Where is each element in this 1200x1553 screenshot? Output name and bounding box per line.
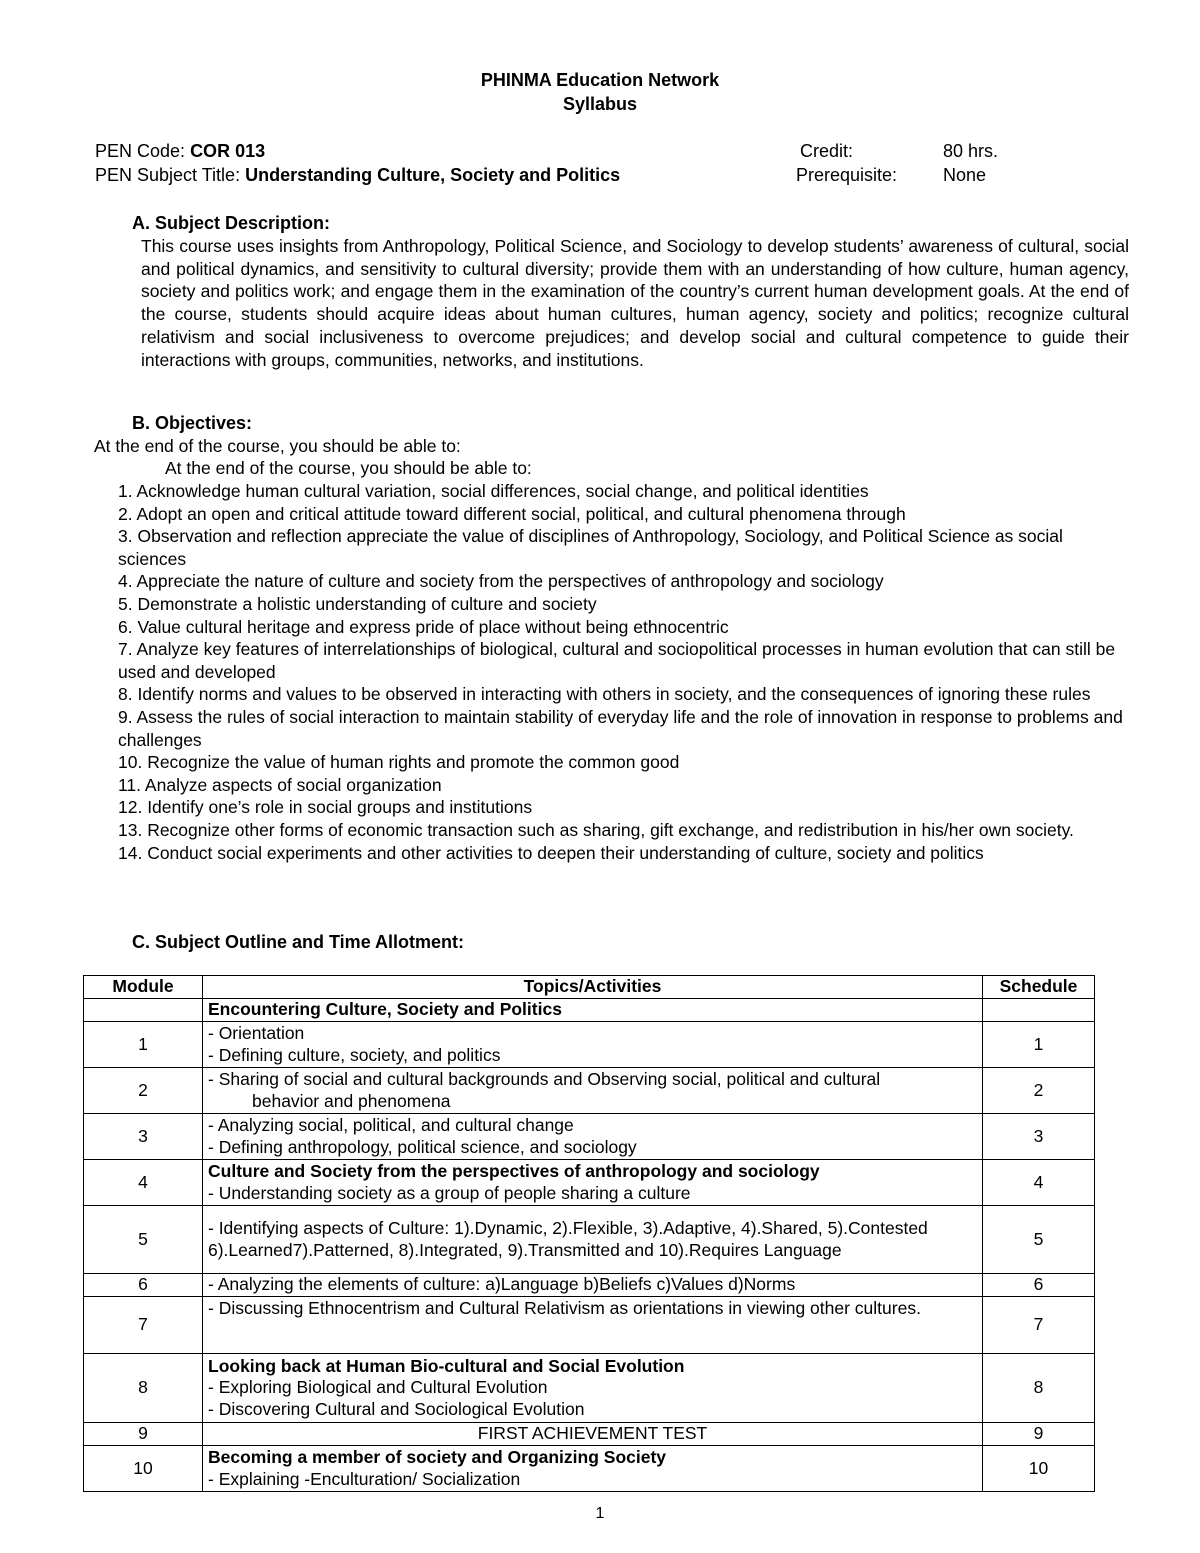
topic-line: - Explaining -Enculturation/ Socialization: [208, 1468, 521, 1489]
objective-item: 12. Identify one’s role in social groups and institutions: [118, 797, 533, 818]
objective-item: 14. Conduct social experiments and other activities to deepen their understanding of culture, society and politics: [118, 842, 984, 863]
outline-heading: C. Subject Outline and Time Allotment:: [132, 932, 465, 952]
table-row: [84, 1160, 1095, 1206]
credit-value: 80 hrs.: [943, 141, 999, 161]
objective-item: 1. Acknowledge human cultural variation, social differences, social change, and political identities: [118, 481, 869, 501]
unit-heading: Looking back at Human Bio-cultural and Social Evolution: [208, 1355, 685, 1376]
schedule-cell: 3: [983, 1114, 1095, 1160]
topic-line: - Defining culture, society, and politics: [208, 1044, 501, 1065]
subject-title-label: PEN Subject Title:: [95, 165, 241, 185]
schedule-cell: 7: [983, 1297, 1095, 1354]
module-cell: 9: [84, 1423, 203, 1446]
topics-cell: [203, 1446, 983, 1492]
table-row: [84, 1354, 1095, 1423]
col-header-topics: Topics/Activities: [203, 976, 983, 999]
module-cell: 7: [84, 1297, 203, 1354]
schedule-cell: 4: [983, 1160, 1095, 1206]
table-row: [84, 1022, 1095, 1068]
topics-cell: [203, 1068, 983, 1114]
module-cell: 10: [84, 1446, 203, 1492]
objective-item: 2. Adopt an open and critical attitude toward different social, political, and cultural phenomena through: [118, 503, 906, 524]
schedule-cell: 9: [983, 1423, 1095, 1446]
objective-item: 6. Value cultural heritage and express pride of place without being ethnocentric: [118, 616, 729, 637]
schedule-cell: 10: [983, 1446, 1095, 1492]
col-header-module: Module: [84, 976, 203, 999]
module-cell: 6: [84, 1274, 203, 1297]
table-row: [84, 1068, 1095, 1114]
table-header-row: [84, 976, 1095, 999]
topics-cell: - Identifying aspects of Culture: 1).Dynamic, 2).Flexible, 3).Adaptive, 4).Shared, 5).Contested 6).Learned7).Patterned, 8).Integrated, 9).Transmitted and 10).Requires Language: [203, 1206, 983, 1274]
topics-cell: - Analyzing the elements of culture: a)Language b)Beliefs c)Values d)Norms: [203, 1274, 983, 1297]
module-cell: 3: [84, 1114, 203, 1160]
topic-line: - Sharing of social and cultural backgrounds and Observing social, political and cultural: [208, 1069, 881, 1089]
objective-item: 10. Recognize the value of human rights and promote the common good: [118, 752, 680, 773]
topics-cell: [203, 1022, 983, 1068]
topics-cell: [203, 1160, 983, 1206]
schedule-cell: 1: [983, 1022, 1095, 1068]
subject-title-row: [95, 165, 620, 186]
objective-item: 3. Observation and reflection appreciate the value of disciplines of Anthropology, Sociology, and Political Science as social sciences: [118, 526, 1063, 569]
unit-heading: Encountering Culture, Society and Politics: [203, 999, 983, 1022]
subject-description-text: This course uses insights from Anthropology, Political Science, and Sociology to develop students’ awareness of cultural, social and political dynamics, and sensitivity to cultural diversity; provide them with an understanding of how culture, human agency, society and politics work; and engage them in the examination of the country’s current human development goals. At the end of the course, students should acquire ideas about human cultures, human agency, society and politics; recognize cultural relativism and social inclusiveness to overcome prejudices; and develop social and cultural competence to guide their interactions with groups, communities, networks, and institutions.: [141, 236, 1129, 370]
module-cell: 2: [84, 1068, 203, 1114]
topics-cell: FIRST ACHIEVEMENT TEST: [203, 1423, 983, 1446]
pen-code-value: COR 013: [190, 141, 266, 161]
pen-code-label: PEN Code:: [95, 141, 186, 161]
module-cell: 5: [84, 1206, 203, 1274]
objectives-intro-2: At the end of the course, you should be able to:: [165, 458, 532, 478]
objective-item: 7. Analyze key features of interrelationships of biological, cultural and sociopolitical processes in human evolution that can still be used and developed: [118, 639, 1116, 682]
table-row: [84, 1206, 1095, 1274]
outline-table: [83, 975, 1095, 1492]
topics-cell: [203, 1354, 983, 1423]
credit-label: Credit:: [800, 141, 854, 161]
prereq-value: None: [943, 165, 987, 185]
objective-item: 8. Identify norms and values to be observed in interacting with others in society, and the consequences of ignoring these rules: [118, 684, 1091, 705]
topic-line: behavior and phenomena: [252, 1090, 451, 1111]
table-row: [84, 1446, 1095, 1492]
table-row: [84, 1297, 1095, 1354]
col-header-schedule: Schedule: [983, 976, 1095, 999]
objective-item: 11. Analyze aspects of social organization: [118, 774, 442, 795]
schedule-cell: 6: [983, 1274, 1095, 1297]
table-row: [84, 1274, 1095, 1297]
objective-item: 13. Recognize other forms of economic transaction such as sharing, gift exchange, and redistribution in his/her own society.: [118, 819, 1074, 840]
doc-type-title: Syllabus: [562, 94, 638, 114]
topic-line: - Analyzing social, political, and cultural change: [208, 1115, 574, 1135]
org-title: PHINMA Education Network: [480, 70, 720, 90]
unit-heading: Becoming a member of society and Organizing Society: [208, 1447, 667, 1467]
subject-description-heading: A. Subject Description:: [132, 213, 331, 233]
module-cell: 4: [84, 1160, 203, 1206]
page-number: 1: [595, 1505, 605, 1522]
topic-line: - Understanding society as a group of people sharing a culture: [208, 1182, 691, 1203]
topics-cell: - Discussing Ethnocentrism and Cultural Relativism as orientations in viewing other cultures.: [203, 1297, 983, 1354]
subject-title-value: Understanding Culture, Society and Politics: [245, 165, 621, 185]
topic-line: - Defining anthropology, political science, and sociology: [208, 1136, 637, 1157]
objectives-heading: B. Objectives:: [132, 413, 253, 433]
table-row: [84, 1423, 1095, 1446]
module-cell: 8: [84, 1354, 203, 1423]
table-row: [84, 999, 1095, 1022]
objective-item: 5. Demonstrate a holistic understanding of culture and society: [118, 593, 597, 614]
objectives-list: [118, 480, 1128, 864]
topic-line: - Exploring Biological and Cultural Evolution: [208, 1377, 548, 1398]
schedule-cell: 8: [983, 1354, 1095, 1423]
table-row: [84, 1114, 1095, 1160]
unit-heading: Culture and Society from the perspectives of anthropology and sociology: [208, 1161, 820, 1181]
pen-code-row: [95, 141, 265, 162]
prereq-label: Prerequisite:: [796, 165, 898, 185]
objective-item: 4. Appreciate the nature of culture and society from the perspectives of anthropology and sociology: [118, 571, 884, 592]
module-cell: 1: [84, 1022, 203, 1068]
objectives-intro-1: At the end of the course, you should be able to:: [94, 436, 461, 456]
schedule-cell: 5: [983, 1206, 1095, 1274]
topics-cell: [203, 1114, 983, 1160]
objective-item: 9. Assess the rules of social interaction to maintain stability of everyday life and the role of innovation in response to problems and challenges: [118, 706, 1123, 750]
topic-line: - Orientation: [208, 1023, 305, 1043]
schedule-cell: 2: [983, 1068, 1095, 1114]
topic-line: - Discovering Cultural and Sociological Evolution: [208, 1398, 585, 1419]
